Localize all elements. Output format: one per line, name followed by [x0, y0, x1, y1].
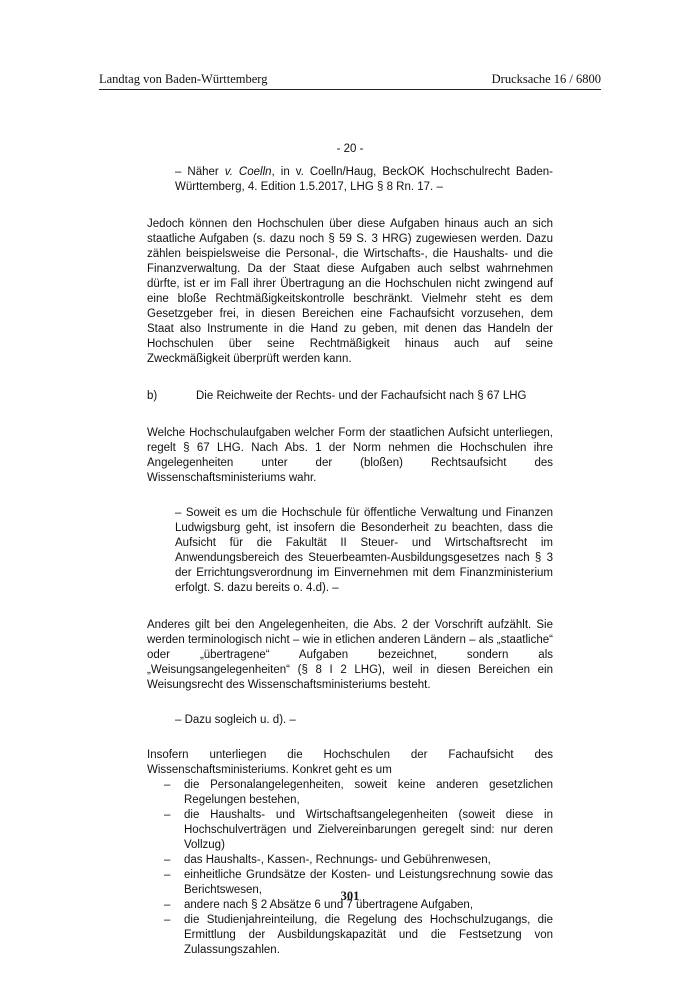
list-item: – die Studienjahreinteilung, die Regelung des Hochschulzugangs, die Ermittlung der Ausbildungskapazität und die Festsetzung von Zulassungszahlen. [164, 914, 553, 956]
citation-author: v. Coelln [224, 166, 272, 178]
citation-note [175, 165, 553, 195]
body-text [147, 165, 553, 958]
note-ludwigsburg: – Soweit es um die Hochschule für öffentliche Verwaltung und Finanzen Ludwigsburg geht, ist insofern die Besonderheit zu beachten, dass die Aufsicht für die Fakultät II Steuer- und Wirtschaftsrecht im Anwendungsbereich des Steuerbeamten-Ausbildungsgesetzes nach § 3 der Errichtungsverordnung im Einvernehmen mit dem Finanzministerium erfolgt. S. dazu bereits o. 4.d). – [175, 507, 553, 594]
supervision-list [147, 778, 553, 958]
header-divider [99, 89, 601, 90]
citation-rest: , in v. Coelln/Haug, BeckOK Hochschulrecht Baden-Württemberg, 4. Edition 1.5.2017, LHG § 8 Rn. 17. – [175, 166, 553, 193]
citation-lead: – Näher [175, 166, 225, 178]
list-dash: – [164, 869, 171, 881]
list-item: – andere nach § 2 Absätze 6 und 7 übertragene Aufgaben, [164, 899, 474, 911]
header-publisher: Landtag von Baden-Württemberg [99, 72, 268, 86]
section-title: Die Reichweite der Rechts- und der Fachaufsicht nach § 67 LHG [196, 390, 527, 402]
list-dash: – [164, 809, 171, 821]
section-heading-b [147, 389, 553, 404]
paragraph-supervision: Insofern unterliegen die Hochschulen der Fachaufsicht des Wissenschaftsministeriums. Konkret geht es um [147, 749, 553, 776]
list-dash: – [164, 779, 171, 791]
header-document-number: Drucksache 16 / 6800 [491, 72, 601, 86]
list-dash: – [164, 854, 171, 866]
paragraph-scope: Welche Hochschulaufgaben welcher Form der staatlichen Aufsicht unterliegen, regelt § 67 LHG. Nach Abs. 1 der Norm nehmen die Hochschulen ihre Angelegenheiten unter der (bloßen) Rechtsaufsicht des Wissenschaftsministeriums wahr. [147, 427, 553, 484]
list-item: – die Haushalts- und Wirtschaftsangelegenheiten (soweit diese in Hochschulverträgen und Zielvereinbarungen geregelt sind: nur deren Vollzug) [164, 809, 553, 851]
section-number: b) [147, 390, 158, 402]
paragraph-instructions: Anderes gilt bei den Angelegenheiten, die Abs. 2 der Vorschrift aufzählt. Sie werden terminologisch nicht – wie in etlichen anderen Ländern – als „staatliche“ oder „übertragene“ Aufgaben bezeichnet, sondern als „Weisungsangelegenheiten“ (§ 8 I 2 LHG), weil in diesen Bereichen ein Weisungsrecht des Wissenschaftsministeriums besteht. [147, 619, 553, 691]
footer-page-number: 301 [340, 889, 360, 903]
list-item: – einheitliche Grundsätze der Kosten- und Leistungsrechnung sowie das Berichtswesen, [164, 869, 553, 896]
list-dash: – [164, 914, 171, 926]
list-item: – die Personalangelegenheiten, soweit keine anderen gesetzlichen Regelungen bestehen, [164, 779, 553, 806]
paragraph-state-tasks: Jedoch können den Hochschulen über diese Aufgaben hinaus auch an sich staatliche Aufgaben (s. dazu noch § 59 S. 3 HRG) zugewiesen werden. Dazu zählen beispielsweise die Personal-, die Wirtschafts-, die Haushalts- und die Finanzverwaltung. Da der Staat diese Aufgaben auch selbst wahrnehmen dürfte, ist er im Fall ihrer Übertragung an die Hochschulen nicht zwingend auf eine bloße Rechtmäßigkeitskontrolle beschränkt. Vielmehr steht es dem Gesetzgeber frei, in diesen Bereichen eine Fachaufsicht vorzusehen, dem Staat also Instrumente in die Hand zu geben, mit denen das Handeln der Hochschulen über seine Rechtmäßigkeit hinaus auch auf seine Zweckmäßigkeit überprüft werden kann. [147, 218, 553, 365]
note-cross-reference: – Dazu sogleich u. d). – [175, 714, 296, 726]
list-item: – das Haushalts-, Kassen-, Rechnungs- und Gebührenwesen, [164, 854, 491, 866]
list-dash: – [164, 899, 171, 911]
page-marker: - 20 - [336, 143, 364, 155]
